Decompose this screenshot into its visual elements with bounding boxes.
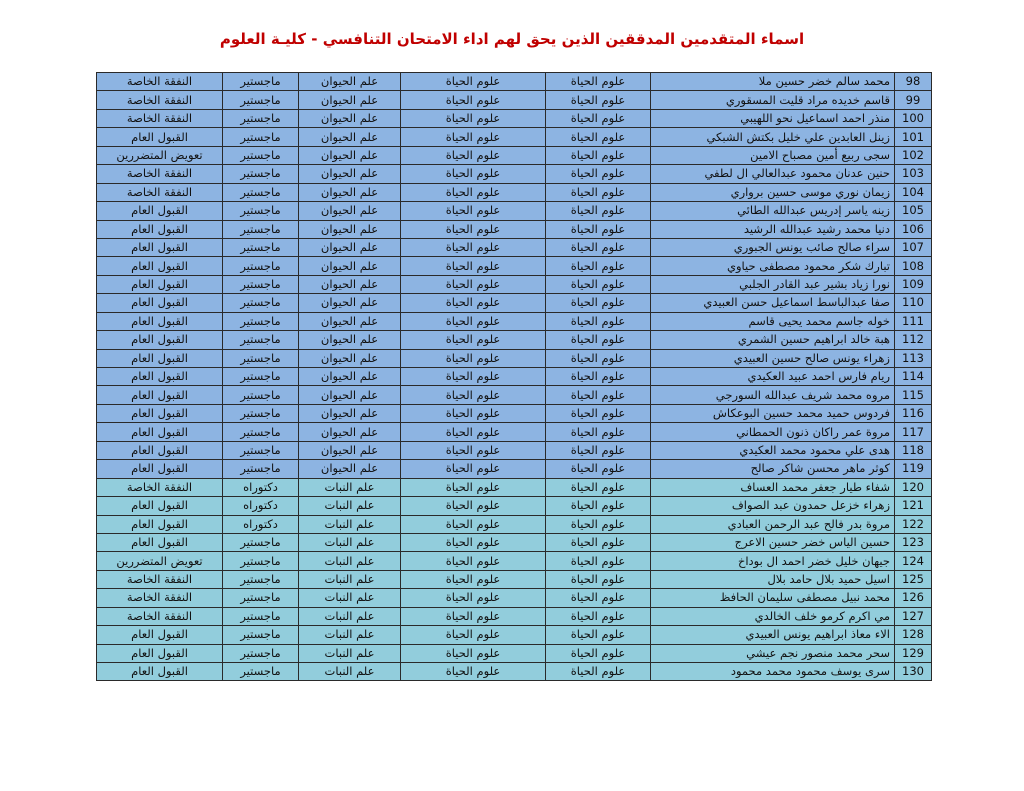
degree-cell: ماجستير — [223, 183, 299, 201]
sub-specialization-cell: علم النبات — [299, 552, 401, 570]
applicant-name-cell: مروة عمر راكان ذنون الحمطاني — [651, 423, 895, 441]
sub-specialization-cell: علم الحيوان — [299, 183, 401, 201]
sub-specialization-cell: علم النبات — [299, 589, 401, 607]
row-number-cell: 106 — [895, 220, 932, 238]
department-cell: علوم الحياة — [546, 497, 651, 515]
table-row — [97, 460, 932, 478]
row-number-cell: 112 — [895, 331, 932, 349]
table-row — [97, 183, 932, 201]
degree-cell: ماجستير — [223, 91, 299, 109]
applicant-name-cell: زهراء يونس صالح حسين العبيدي — [651, 349, 895, 367]
applicant-name-cell: سراء صالح صائب يونس الجبوري — [651, 238, 895, 256]
admission-channel-cell: القبول العام — [97, 275, 223, 293]
department-cell: علوم الحياة — [546, 533, 651, 551]
degree-cell: ماجستير — [223, 663, 299, 681]
applicant-name-cell: قاسم خديده مراد قليت المسقوري — [651, 91, 895, 109]
table-row — [97, 589, 932, 607]
admission-channel-cell: النفقة الخاصة — [97, 73, 223, 91]
table-row — [97, 312, 932, 330]
row-number-cell: 122 — [895, 515, 932, 533]
table-row — [97, 552, 932, 570]
applicants-table-body — [97, 73, 932, 681]
admission-channel-cell: القبول العام — [97, 515, 223, 533]
row-number-cell: 130 — [895, 663, 932, 681]
specialization-cell: علوم الحياة — [401, 404, 546, 422]
sub-specialization-cell: علم النبات — [299, 478, 401, 496]
sub-specialization-cell: علم الحيوان — [299, 423, 401, 441]
admission-channel-cell: تعويض المتضررين — [97, 146, 223, 164]
sub-specialization-cell: علم الحيوان — [299, 146, 401, 164]
department-cell: علوم الحياة — [546, 570, 651, 588]
row-number-cell: 117 — [895, 423, 932, 441]
specialization-cell: علوم الحياة — [401, 663, 546, 681]
applicant-name-cell: سرى يوسف محمود محمد محمود — [651, 663, 895, 681]
department-cell: علوم الحياة — [546, 220, 651, 238]
specialization-cell: علوم الحياة — [401, 220, 546, 238]
degree-cell: ماجستير — [223, 570, 299, 588]
table-row — [97, 146, 932, 164]
table-row — [97, 165, 932, 183]
degree-cell: ماجستير — [223, 220, 299, 238]
table-row — [97, 91, 932, 109]
sub-specialization-cell: علم النبات — [299, 644, 401, 662]
sub-specialization-cell: علم الحيوان — [299, 386, 401, 404]
admission-channel-cell: القبول العام — [97, 663, 223, 681]
degree-cell: ماجستير — [223, 257, 299, 275]
admission-channel-cell: تعويض المتضررين — [97, 552, 223, 570]
table-row — [97, 275, 932, 293]
sub-specialization-cell: علم الحيوان — [299, 349, 401, 367]
admission-channel-cell: القبول العام — [97, 368, 223, 386]
sub-specialization-cell: علم الحيوان — [299, 331, 401, 349]
degree-cell: ماجستير — [223, 146, 299, 164]
specialization-cell: علوم الحياة — [401, 331, 546, 349]
department-cell: علوم الحياة — [546, 626, 651, 644]
sub-specialization-cell: علم الحيوان — [299, 91, 401, 109]
applicant-name-cell: مروه محمد شريف عبدالله السورجي — [651, 386, 895, 404]
admission-channel-cell: القبول العام — [97, 294, 223, 312]
degree-cell: ماجستير — [223, 202, 299, 220]
row-number-cell: 105 — [895, 202, 932, 220]
degree-cell: ماجستير — [223, 128, 299, 146]
table-row — [97, 570, 932, 588]
degree-cell: ماجستير — [223, 109, 299, 127]
admission-channel-cell: القبول العام — [97, 441, 223, 459]
sub-specialization-cell: علم الحيوان — [299, 73, 401, 91]
applicant-name-cell: زهراء خزعل حمدون عبد الصواف — [651, 497, 895, 515]
department-cell: علوم الحياة — [546, 257, 651, 275]
applicant-name-cell: سحر محمد منصور نجم عيشي — [651, 644, 895, 662]
admission-channel-cell: القبول العام — [97, 460, 223, 478]
row-number-cell: 109 — [895, 275, 932, 293]
applicants-table — [96, 72, 932, 681]
table-row — [97, 533, 932, 551]
row-number-cell: 100 — [895, 109, 932, 127]
table-row — [97, 73, 932, 91]
degree-cell: دكتوراه — [223, 515, 299, 533]
table-row — [97, 423, 932, 441]
specialization-cell: علوم الحياة — [401, 165, 546, 183]
department-cell: علوم الحياة — [546, 644, 651, 662]
applicant-name-cell: منذر احمد اسماعيل نحو اللهيبي — [651, 109, 895, 127]
admission-channel-cell: القبول العام — [97, 202, 223, 220]
table-row — [97, 626, 932, 644]
sub-specialization-cell: علم الحيوان — [299, 109, 401, 127]
degree-cell: ماجستير — [223, 73, 299, 91]
department-cell: علوم الحياة — [546, 423, 651, 441]
admission-channel-cell: النفقة الخاصة — [97, 478, 223, 496]
specialization-cell: علوم الحياة — [401, 552, 546, 570]
sub-specialization-cell: علم النبات — [299, 497, 401, 515]
sub-specialization-cell: علم الحيوان — [299, 441, 401, 459]
specialization-cell: علوم الحياة — [401, 441, 546, 459]
specialization-cell: علوم الحياة — [401, 128, 546, 146]
admission-channel-cell: القبول العام — [97, 404, 223, 422]
table-row — [97, 220, 932, 238]
table-row — [97, 497, 932, 515]
sub-specialization-cell: علم الحيوان — [299, 128, 401, 146]
admission-channel-cell: القبول العام — [97, 497, 223, 515]
row-number-cell: 121 — [895, 497, 932, 515]
admission-channel-cell: النفقة الخاصة — [97, 183, 223, 201]
admission-channel-cell: النفقة الخاصة — [97, 607, 223, 625]
table-row — [97, 386, 932, 404]
applicant-name-cell: كوثر ماهر محسن شاكر صالح — [651, 460, 895, 478]
specialization-cell: علوم الحياة — [401, 607, 546, 625]
department-cell: علوم الحياة — [546, 331, 651, 349]
degree-cell: ماجستير — [223, 312, 299, 330]
applicant-name-cell: الاء معاذ ابراهيم يونس العبيدي — [651, 626, 895, 644]
applicant-name-cell: هدى علي محمود محمد العكيدي — [651, 441, 895, 459]
specialization-cell: علوم الحياة — [401, 386, 546, 404]
sub-specialization-cell: علم الحيوان — [299, 294, 401, 312]
specialization-cell: علوم الحياة — [401, 497, 546, 515]
department-cell: علوم الحياة — [546, 275, 651, 293]
sub-specialization-cell: علم الحيوان — [299, 460, 401, 478]
admission-channel-cell: النفقة الخاصة — [97, 589, 223, 607]
specialization-cell: علوم الحياة — [401, 202, 546, 220]
specialization-cell: علوم الحياة — [401, 146, 546, 164]
admission-channel-cell: القبول العام — [97, 220, 223, 238]
admission-channel-cell: القبول العام — [97, 644, 223, 662]
applicant-name-cell: تبارك شكر محمود مصطفى حياوي — [651, 257, 895, 275]
specialization-cell: علوم الحياة — [401, 257, 546, 275]
sub-specialization-cell: علم الحيوان — [299, 220, 401, 238]
row-number-cell: 127 — [895, 607, 932, 625]
department-cell: علوم الحياة — [546, 368, 651, 386]
applicant-name-cell: زيمان نوري موسى حسين برواري — [651, 183, 895, 201]
row-number-cell: 128 — [895, 626, 932, 644]
degree-cell: ماجستير — [223, 349, 299, 367]
admission-channel-cell: القبول العام — [97, 626, 223, 644]
admission-channel-cell: النفقة الخاصة — [97, 570, 223, 588]
row-number-cell: 129 — [895, 644, 932, 662]
degree-cell: ماجستير — [223, 368, 299, 386]
applicant-name-cell: زينه ياسر إدريس عبدالله الطائي — [651, 202, 895, 220]
specialization-cell: علوم الحياة — [401, 238, 546, 256]
applicant-name-cell: ريام فارس احمد عبيد العكيدي — [651, 368, 895, 386]
specialization-cell: علوم الحياة — [401, 423, 546, 441]
applicant-name-cell: دنيا محمد رشيد عبدالله الرشيد — [651, 220, 895, 238]
degree-cell: ماجستير — [223, 589, 299, 607]
table-row — [97, 128, 932, 146]
applicant-name-cell: فردوس حميد محمد حسين البوعكاش — [651, 404, 895, 422]
specialization-cell: علوم الحياة — [401, 109, 546, 127]
applicant-name-cell: سجى ربيع أمين مصباح الامين — [651, 146, 895, 164]
sub-specialization-cell: علم النبات — [299, 515, 401, 533]
department-cell: علوم الحياة — [546, 91, 651, 109]
sub-specialization-cell: علم النبات — [299, 607, 401, 625]
department-cell: علوم الحياة — [546, 478, 651, 496]
specialization-cell: علوم الحياة — [401, 533, 546, 551]
row-number-cell: 115 — [895, 386, 932, 404]
department-cell: علوم الحياة — [546, 73, 651, 91]
row-number-cell: 118 — [895, 441, 932, 459]
degree-cell: ماجستير — [223, 441, 299, 459]
specialization-cell: علوم الحياة — [401, 91, 546, 109]
applicant-name-cell: خوله جاسم محمد يحيى قاسم — [651, 312, 895, 330]
degree-cell: ماجستير — [223, 626, 299, 644]
row-number-cell: 110 — [895, 294, 932, 312]
department-cell: علوم الحياة — [546, 109, 651, 127]
row-number-cell: 102 — [895, 146, 932, 164]
department-cell: علوم الحياة — [546, 386, 651, 404]
degree-cell: ماجستير — [223, 644, 299, 662]
specialization-cell: علوم الحياة — [401, 275, 546, 293]
row-number-cell: 107 — [895, 238, 932, 256]
degree-cell: ماجستير — [223, 294, 299, 312]
admission-channel-cell: القبول العام — [97, 331, 223, 349]
department-cell: علوم الحياة — [546, 183, 651, 201]
specialization-cell: علوم الحياة — [401, 183, 546, 201]
department-cell: علوم الحياة — [546, 146, 651, 164]
degree-cell: ماجستير — [223, 386, 299, 404]
row-number-cell: 108 — [895, 257, 932, 275]
row-number-cell: 111 — [895, 312, 932, 330]
admission-channel-cell: النفقة الخاصة — [97, 109, 223, 127]
department-cell: علوم الحياة — [546, 663, 651, 681]
applicant-name-cell: جيهان خليل خضر احمد ال بوداخ — [651, 552, 895, 570]
page-title: اسماء المتقدمين المدققين الذين يحق لهم اداء الامتحان التنافسي - كليـة العلوم — [219, 30, 805, 48]
degree-cell: ماجستير — [223, 460, 299, 478]
degree-cell: ماجستير — [223, 533, 299, 551]
applicant-name-cell: اسيل حميد بلال حامد بلال — [651, 570, 895, 588]
applicant-name-cell: نورا زياد بشير عبد القادر الجلبي — [651, 275, 895, 293]
degree-cell: ماجستير — [223, 607, 299, 625]
sub-specialization-cell: علم النبات — [299, 533, 401, 551]
specialization-cell: علوم الحياة — [401, 349, 546, 367]
admission-channel-cell: القبول العام — [97, 423, 223, 441]
admission-channel-cell: القبول العام — [97, 312, 223, 330]
applicant-name-cell: محمد سالم خضر حسين ملا — [651, 73, 895, 91]
specialization-cell: علوم الحياة — [401, 312, 546, 330]
table-row — [97, 404, 932, 422]
table-row — [97, 202, 932, 220]
department-cell: علوم الحياة — [546, 238, 651, 256]
specialization-cell: علوم الحياة — [401, 460, 546, 478]
specialization-cell: علوم الحياة — [401, 294, 546, 312]
row-number-cell: 116 — [895, 404, 932, 422]
row-number-cell: 99 — [895, 91, 932, 109]
department-cell: علوم الحياة — [546, 165, 651, 183]
sub-specialization-cell: علم الحيوان — [299, 165, 401, 183]
table-row — [97, 515, 932, 533]
degree-cell: ماجستير — [223, 165, 299, 183]
department-cell: علوم الحياة — [546, 128, 651, 146]
sub-specialization-cell: علم الحيوان — [299, 312, 401, 330]
department-cell: علوم الحياة — [546, 460, 651, 478]
sub-specialization-cell: علم الحيوان — [299, 238, 401, 256]
degree-cell: ماجستير — [223, 404, 299, 422]
department-cell: علوم الحياة — [546, 294, 651, 312]
row-number-cell: 104 — [895, 183, 932, 201]
degree-cell: دكتوراه — [223, 497, 299, 515]
row-number-cell: 124 — [895, 552, 932, 570]
admission-channel-cell: القبول العام — [97, 349, 223, 367]
department-cell: علوم الحياة — [546, 607, 651, 625]
admission-channel-cell: القبول العام — [97, 128, 223, 146]
degree-cell: دكتوراه — [223, 478, 299, 496]
degree-cell: ماجستير — [223, 275, 299, 293]
specialization-cell: علوم الحياة — [401, 644, 546, 662]
table-row — [97, 238, 932, 256]
applicant-name-cell: مي اكرم كرمو خلف الخالدي — [651, 607, 895, 625]
table-row — [97, 663, 932, 681]
admission-channel-cell: القبول العام — [97, 238, 223, 256]
department-cell: علوم الحياة — [546, 349, 651, 367]
sub-specialization-cell: علم النبات — [299, 663, 401, 681]
table-row — [97, 349, 932, 367]
department-cell: علوم الحياة — [546, 552, 651, 570]
department-cell: علوم الحياة — [546, 404, 651, 422]
table-row — [97, 257, 932, 275]
department-cell: علوم الحياة — [546, 515, 651, 533]
department-cell: علوم الحياة — [546, 202, 651, 220]
specialization-cell: علوم الحياة — [401, 515, 546, 533]
applicant-name-cell: حسين الياس خضر حسين الاعرج — [651, 533, 895, 551]
row-number-cell: 126 — [895, 589, 932, 607]
admission-channel-cell: القبول العام — [97, 257, 223, 275]
specialization-cell: علوم الحياة — [401, 570, 546, 588]
applicant-name-cell: حنين عدنان محمود عبدالعالي ال لطفي — [651, 165, 895, 183]
applicant-name-cell: صفا عبدالباسط اسماعيل حسن العبيدي — [651, 294, 895, 312]
department-cell: علوم الحياة — [546, 312, 651, 330]
row-number-cell: 114 — [895, 368, 932, 386]
row-number-cell: 125 — [895, 570, 932, 588]
applicant-name-cell: مروة بدر فالح عبد الرحمن العبادي — [651, 515, 895, 533]
sub-specialization-cell: علم الحيوان — [299, 404, 401, 422]
table-row — [97, 109, 932, 127]
row-number-cell: 119 — [895, 460, 932, 478]
row-number-cell: 123 — [895, 533, 932, 551]
row-number-cell: 103 — [895, 165, 932, 183]
admission-channel-cell: القبول العام — [97, 386, 223, 404]
sub-specialization-cell: علم النبات — [299, 626, 401, 644]
admission-channel-cell: القبول العام — [97, 533, 223, 551]
admission-channel-cell: النفقة الخاصة — [97, 165, 223, 183]
table-row — [97, 368, 932, 386]
table-row — [97, 478, 932, 496]
row-number-cell: 101 — [895, 128, 932, 146]
department-cell: علوم الحياة — [546, 441, 651, 459]
specialization-cell: علوم الحياة — [401, 73, 546, 91]
degree-cell: ماجستير — [223, 238, 299, 256]
specialization-cell: علوم الحياة — [401, 478, 546, 496]
specialization-cell: علوم الحياة — [401, 589, 546, 607]
degree-cell: ماجستير — [223, 423, 299, 441]
sub-specialization-cell: علم الحيوان — [299, 257, 401, 275]
table-row — [97, 331, 932, 349]
row-number-cell: 120 — [895, 478, 932, 496]
applicant-name-cell: شفاء طيار جعفر محمد العساف — [651, 478, 895, 496]
applicant-name-cell: محمد نبيل مصطفى سليمان الحافظ — [651, 589, 895, 607]
department-cell: علوم الحياة — [546, 589, 651, 607]
specialization-cell: علوم الحياة — [401, 626, 546, 644]
sub-specialization-cell: علم الحيوان — [299, 275, 401, 293]
degree-cell: ماجستير — [223, 331, 299, 349]
table-row — [97, 441, 932, 459]
admission-channel-cell: النفقة الخاصة — [97, 91, 223, 109]
table-row — [97, 294, 932, 312]
row-number-cell: 98 — [895, 73, 932, 91]
applicant-name-cell: زينل العابدين علي خليل بكتش الشبكي — [651, 128, 895, 146]
table-row — [97, 607, 932, 625]
row-number-cell: 113 — [895, 349, 932, 367]
sub-specialization-cell: علم الحيوان — [299, 202, 401, 220]
sub-specialization-cell: علم الحيوان — [299, 368, 401, 386]
applicant-name-cell: هبة خالد ابراهيم حسين الشمري — [651, 331, 895, 349]
table-row — [97, 644, 932, 662]
degree-cell: ماجستير — [223, 552, 299, 570]
specialization-cell: علوم الحياة — [401, 368, 546, 386]
sub-specialization-cell: علم النبات — [299, 570, 401, 588]
